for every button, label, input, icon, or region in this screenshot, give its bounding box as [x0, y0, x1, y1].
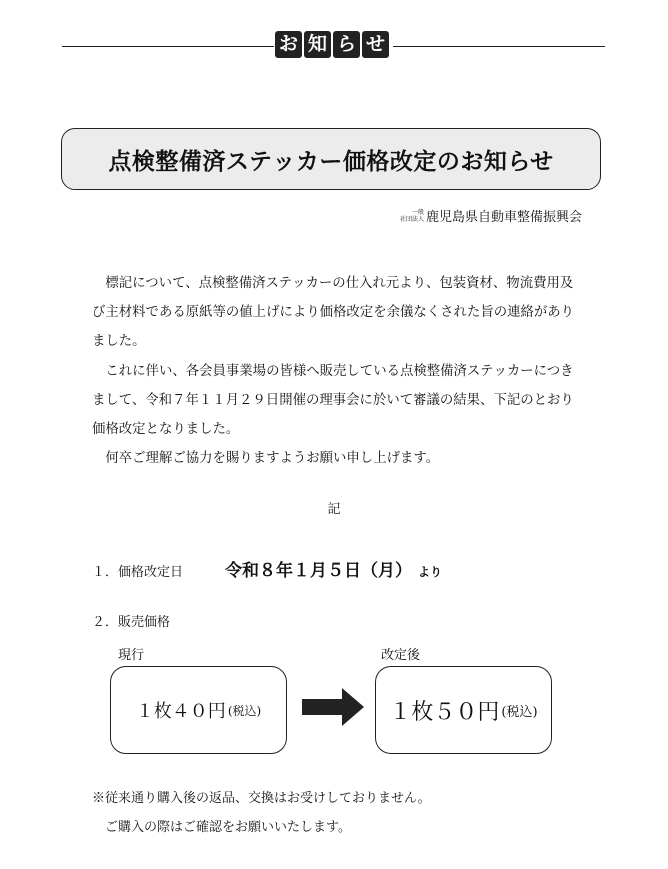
issuer-name: 鹿児島県自動車整備振興会	[425, 210, 582, 225]
header-rule-left	[62, 46, 274, 47]
new-price-tax: (税込)	[501, 704, 538, 720]
current-price-label: 現行	[118, 648, 145, 663]
item-sales-price	[92, 611, 170, 630]
notice-badge-char: 知	[304, 31, 331, 58]
new-price-box	[375, 666, 552, 754]
new-price-amount: １枚５０円	[389, 699, 500, 725]
page-title: 点検整備済ステッカー価格改定のお知らせ	[108, 147, 554, 175]
issuer	[400, 206, 582, 225]
body-paragraph-3: 何卒ご理解ご協力を賜りますようお願い申し上げます。	[105, 451, 440, 467]
item2-label: 販売価格	[118, 615, 171, 630]
body-paragraph-1: 標記について、点検整備済ステッカーの仕入れ元より、包装資材、物流費用及び主材料である原紙等の値上げにより価格改定を余儀なくされた旨の連絡がありました。	[92, 276, 575, 350]
body-paragraph-2: これに伴い、各会員事業場の皆様へ販売している点検整備済ステッカーにつきまして、令和７年１１月２９日開催の理事会に於いて審議の結果、下記のとおり価格改定となりました。	[92, 363, 574, 438]
revision-date: 令和８年１月５日（月）	[225, 561, 412, 581]
note-line-1: ※従来通り購入後の返品、交換はお受けしておりません。	[92, 791, 431, 806]
header-rule-right	[393, 46, 605, 47]
item1-number: １．	[92, 565, 119, 580]
title-box	[61, 128, 601, 190]
current-price-box	[110, 666, 287, 754]
body-text	[92, 269, 582, 473]
item-revision-date	[92, 556, 442, 581]
issuer-prefix	[400, 209, 424, 223]
notice-badge-char: お	[275, 31, 302, 58]
issuer-prefix-line1: 一般	[411, 208, 424, 216]
right-arrow-icon	[302, 688, 364, 726]
revision-date-suffix: より	[418, 565, 443, 579]
notice-badge-char: ら	[333, 31, 360, 58]
current-price-tax: (税込)	[227, 703, 262, 718]
new-price-label: 改定後	[381, 648, 421, 663]
issuer-prefix-line2: 社団法人	[399, 215, 424, 223]
note-line-2: ご購入の際はご確認をお願いいたします。	[105, 820, 351, 835]
notice-badge-char: せ	[362, 31, 389, 58]
notice-badge	[275, 31, 389, 58]
item1-label: 価格改定日	[118, 565, 184, 580]
item2-number: ２．	[92, 615, 119, 630]
current-price-amount: １枚４０円	[135, 701, 226, 722]
ki-heading: 記	[327, 502, 341, 517]
